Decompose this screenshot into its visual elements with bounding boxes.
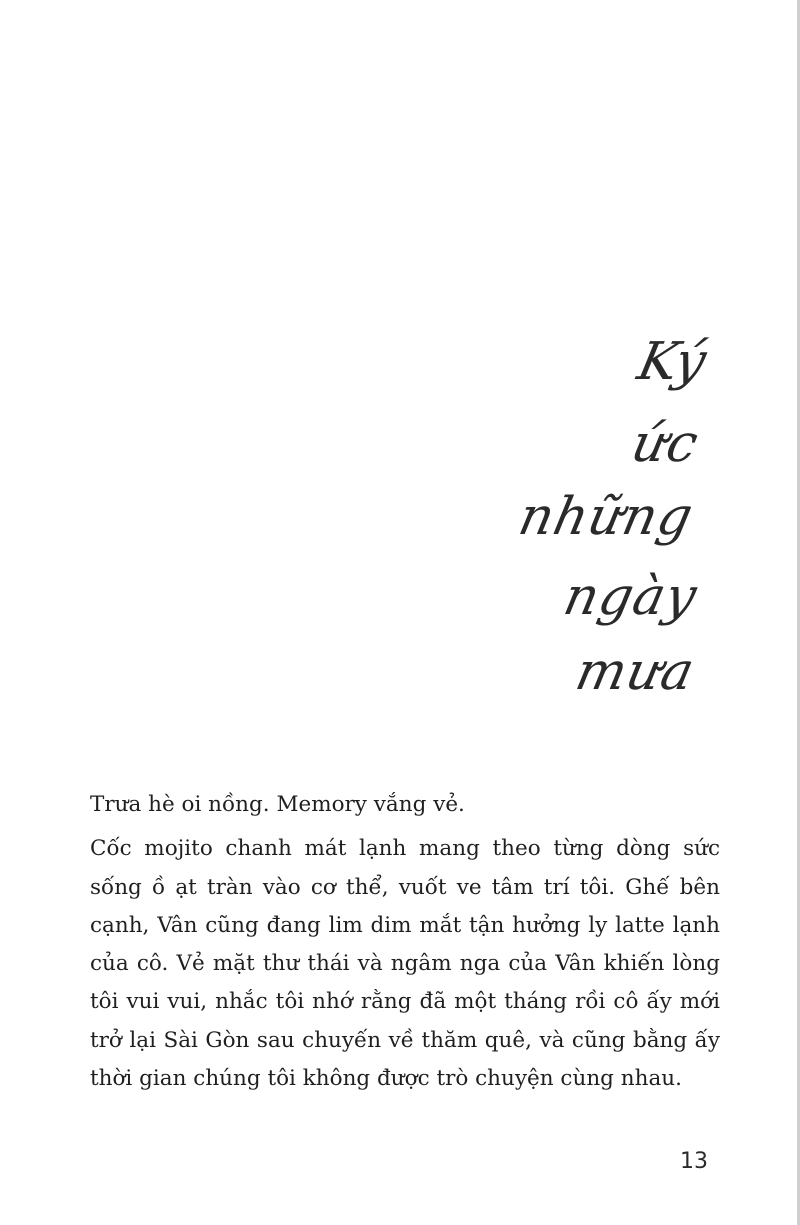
body-text xyxy=(90,786,720,1098)
paragraph: Trưa hè oi nồng. Memory vắng vẻ. xyxy=(90,792,465,817)
chapter-title-line: ngày xyxy=(558,567,703,627)
chapter-title-line: những xyxy=(513,487,699,547)
page-number: 13 xyxy=(680,1149,708,1174)
paragraph: Cốc mojito chanh mát lạnh mang theo từng dòng sức sống ồ ạt tràn vào cơ thể, vuốt ve tâm trí tôi. Ghế bên cạnh, Vân cũng đang lim dim mắt tận hưởng ly latte lạnh của cô. Vẻ mặt thư thái và ngâm nga của Vân khiến lòng tôi vui vui, nhắc tôi nhớ rằng đã một tháng rồi cô ấy mới trở lại Sài Gòn sau chuyến về thăm quê, và cũng bằng ấy thời gian chúng tôi không được trò chuyện cùng nhau. xyxy=(90,836,720,1092)
chapter-title-line: mưa xyxy=(570,642,701,702)
chapter-title xyxy=(452,322,712,702)
chapter-title-line: Ký xyxy=(632,332,713,392)
chapter-title-line: ức xyxy=(626,414,705,474)
